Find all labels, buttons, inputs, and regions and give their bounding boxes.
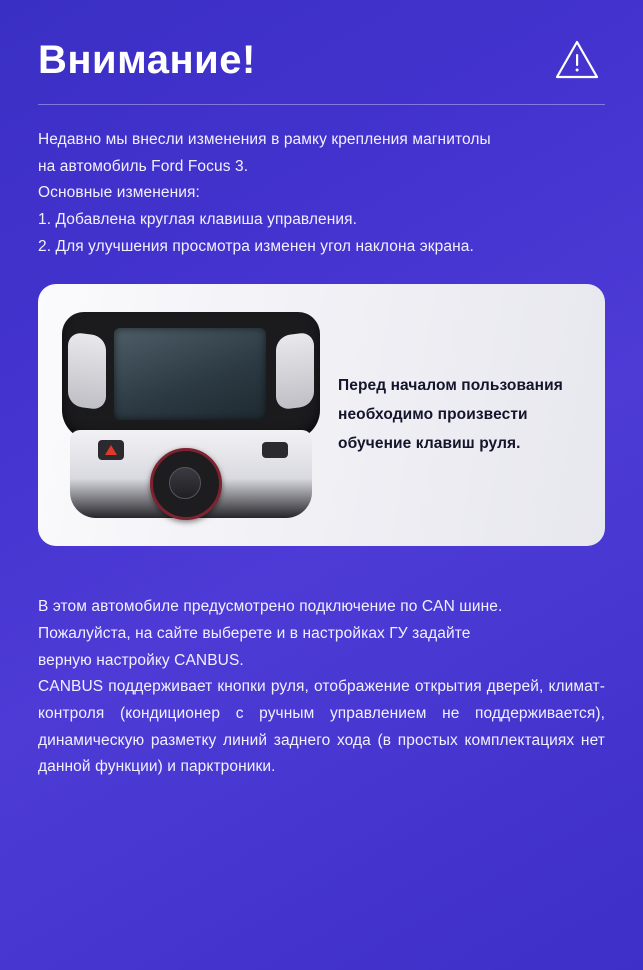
card-note-line-2: необходимо произвести: [338, 405, 528, 423]
intro-line-3: Основные изменения:: [38, 184, 200, 202]
head-unit-screen: [114, 328, 266, 420]
hazard-button-icon: [98, 440, 124, 460]
card-note-line-3: обучение клавиш руля.: [338, 434, 521, 452]
header-divider: [38, 104, 605, 105]
intro-text-block: [38, 127, 605, 260]
bottom-text-block: [38, 594, 605, 781]
rotary-control-knob: [150, 448, 222, 520]
rotary-knob-inner: [169, 467, 201, 499]
car-stereo-photo: [38, 284, 338, 546]
page-header: [38, 0, 605, 98]
bottom-line-2: Пожалуйста, на сайте выберете и в настройках ГУ задайте: [38, 624, 471, 642]
intro-line-2: на автомобиль Ford Focus 3.: [38, 157, 249, 175]
intro-line-5: 2. Для улучшения просмотра изменен угол наклона экрана.: [38, 237, 474, 255]
air-vent-left: [68, 332, 106, 411]
console-button-right: [262, 442, 288, 458]
warning-triangle-icon: [555, 38, 599, 82]
air-vent-right: [276, 332, 314, 411]
page-title: Внимание!: [38, 38, 256, 82]
bottom-line-3: верную настройку CANBUS.: [38, 651, 244, 669]
bottom-line-1: В этом автомобиле предусмотрено подключение по CAN шине.: [38, 598, 503, 616]
card-note-text: [338, 372, 587, 458]
card-note-line-1: Перед началом пользования: [338, 377, 563, 395]
illustration-card: [38, 284, 605, 546]
hazard-triangle-shape: [105, 445, 117, 455]
head-unit-illustration: [62, 312, 320, 518]
intro-line-4: 1. Добавлена круглая клавиша управления.: [38, 210, 358, 228]
intro-line-1: Недавно мы внесли изменения в рамку крепления магнитолы: [38, 131, 491, 148]
bottom-paragraph: CANBUS поддерживает кнопки руля, отображение открытия дверей, климат-контроля (кондиционер с ручным управлением не поддерживается), динамическую разметку линий заднего хода (в простых комплектациях нет данной функции) и парктроники.: [38, 678, 605, 776]
